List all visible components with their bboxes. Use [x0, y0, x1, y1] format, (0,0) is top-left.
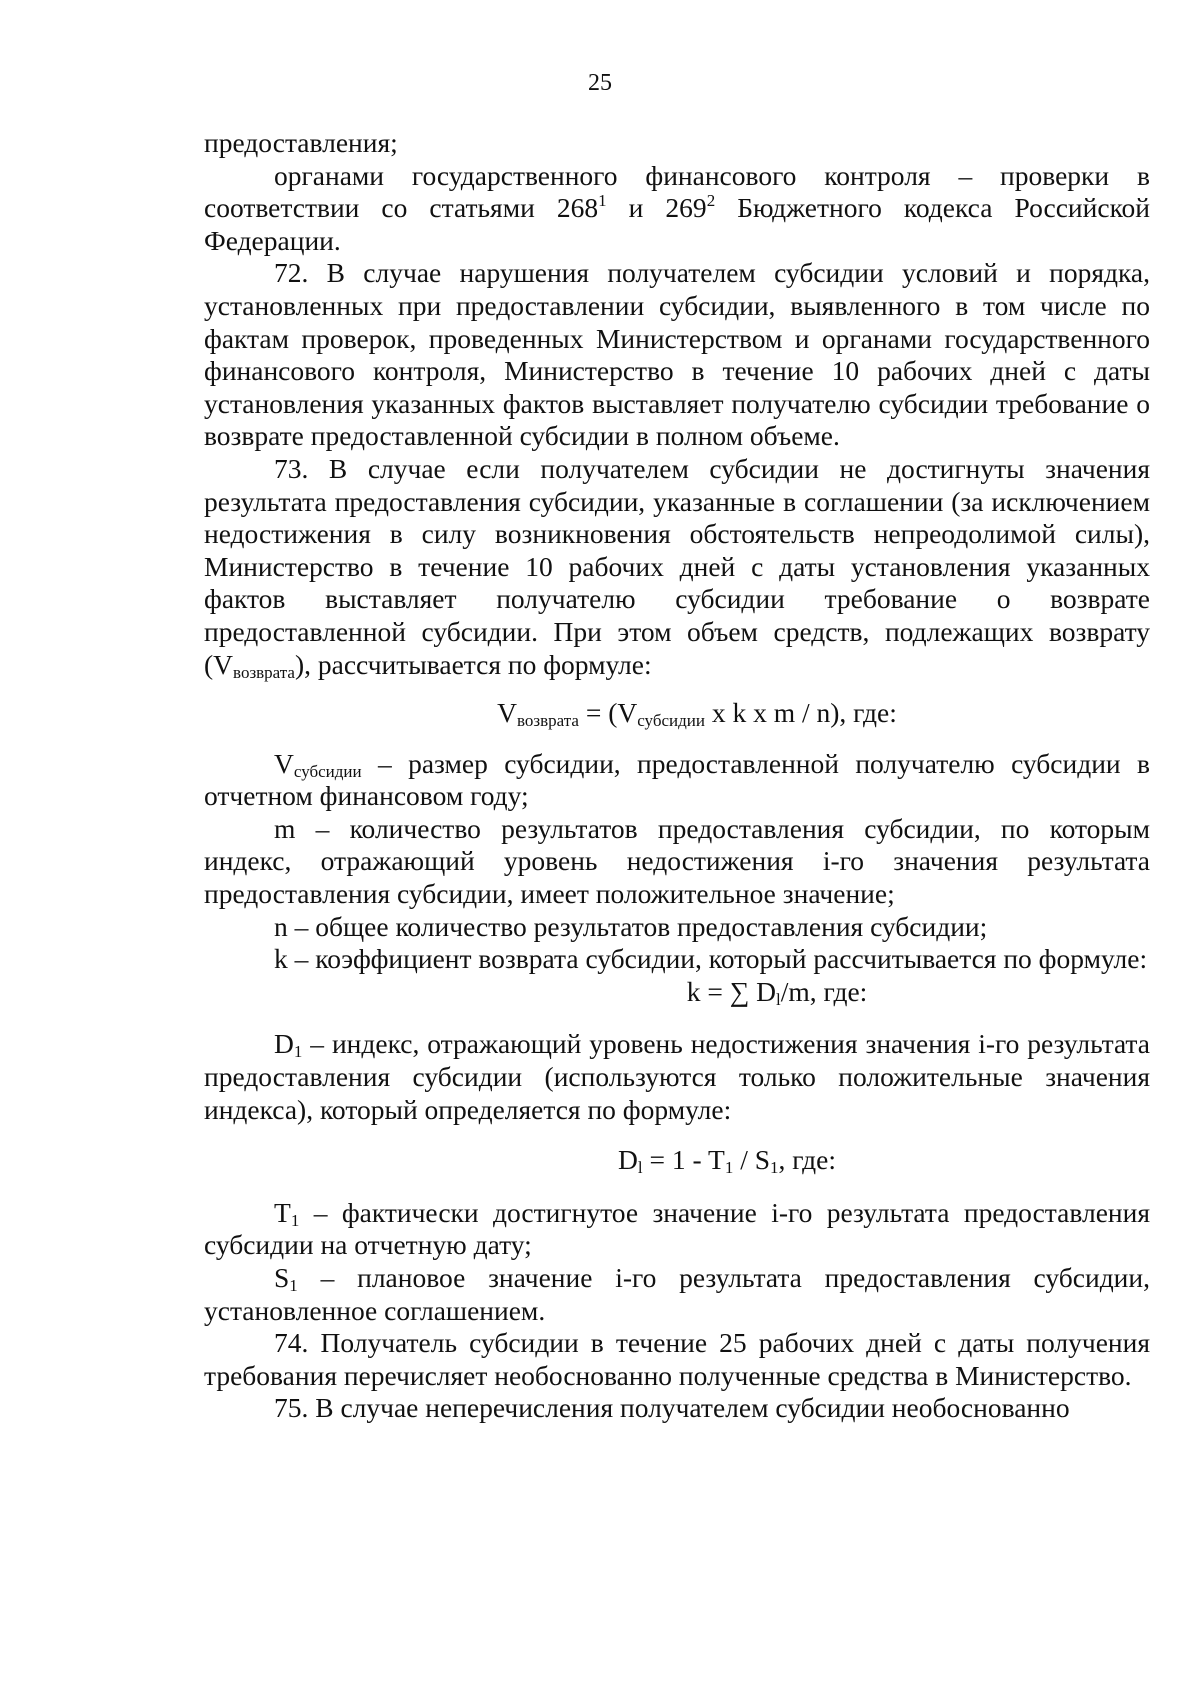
subscript-vozvrata: возврата	[233, 662, 295, 682]
definition-t	[204, 1197, 1150, 1262]
state-control-text-b: и 269	[606, 192, 707, 224]
d-definition-text: – индекс, отражающий уровень недостижения значения i-го результата предоставления субсидии (используются только положительные значения индекса), который определяется по формуле:	[204, 1028, 1150, 1125]
paragraph-72	[204, 257, 1150, 453]
formula-d-part-a: D	[617, 1144, 638, 1176]
page-number: 25	[588, 70, 612, 96]
continuation-text: предоставления;	[204, 127, 398, 158]
paragraph-73-text-b: ), рассчитывается по формуле:	[294, 648, 652, 680]
d-subscript: 1	[293, 1042, 303, 1062]
formula-v-subsidy-sub: субсидии	[637, 711, 705, 731]
state-control-text-a: органами государственного финансового контроля – проверки в соответствии со статьями 268	[204, 159, 1150, 224]
v-subsidy-text: – размер субсидии, предоставленной получателю субсидии в отчетном финансовом году;	[204, 747, 1150, 812]
formula-v-return-part-b: = (V	[578, 697, 638, 729]
superscript-1: 1	[598, 191, 607, 211]
n-definition-text: n – общее количество результатов предоставления субсидии;	[274, 910, 988, 942]
formula-k-sub: l	[776, 989, 781, 1009]
paragraph-state-control	[204, 160, 1150, 258]
definition-k	[204, 943, 1150, 976]
definition-d	[204, 1028, 1150, 1126]
formula-d-part-b: = 1 - T	[642, 1144, 725, 1176]
formula-d-sub-c: 1	[770, 1158, 779, 1178]
formula-v-return-symbol: V	[497, 697, 517, 729]
paragraph-75	[204, 1392, 1150, 1425]
formula-k	[204, 976, 1150, 1009]
formula-v-return-part-c: x k x m / n), где:	[704, 697, 897, 729]
document-body	[204, 127, 1150, 1425]
k-definition-text: k – коэффициент возврата субсидии, который рассчитывается по формуле:	[274, 943, 1148, 975]
formula-d-sub-b: 1	[724, 1158, 734, 1178]
formula-d	[204, 1144, 1150, 1177]
paragraph-73-text-a: 73. В случае если получателем субсидии не достигнуты значения результата предоставления субсидии, указанные в соглашении (за исключением недостижения в силу возникновения обстоятельств непреодолимой силы), Министерство в течение 10 рабочих дней с даты установления указанных фактов выставляет получателю субсидии требование о возврате предоставленной субсидии. При этом объем средств, подлежащих возврату (V	[204, 452, 1150, 680]
t-definition-text: – фактически достигнутое значение i-го результата предоставления субсидии на отчетную дату;	[204, 1196, 1150, 1261]
definition-v-subsidy	[204, 748, 1150, 813]
paragraph-72-text: 72. В случае нарушения получателем субсидии условий и порядка, установленных при предоставлении субсидии, выявленного в том числе по фактам проверок, проведенных Министерством и органами государственного финансового контроля, Министерство в течение 10 рабочих дней с даты установления указанных фактов выставляет получателю субсидии требование о возврате предоставленной субсидии в полном объеме.	[204, 257, 1150, 452]
s-subscript: 1	[289, 1276, 298, 1295]
definition-m	[204, 813, 1150, 911]
v-subsidy-subscript: субсидии	[293, 761, 362, 781]
formula-d-sub-a: l	[637, 1158, 643, 1178]
formula-k-part-b: /m, где:	[780, 975, 868, 1007]
paragraph-continuation	[204, 127, 1150, 160]
definition-s	[204, 1262, 1150, 1327]
formula-d-part-c: / S	[733, 1144, 770, 1176]
formula-v-return	[204, 697, 1150, 730]
v-subsidy-symbol: V	[274, 747, 294, 779]
superscript-2: 2	[706, 191, 716, 211]
state-control-text-c: Бюджетного кодекса Российской Федерации.	[204, 192, 1150, 256]
formula-d-part-d: , где:	[778, 1144, 836, 1176]
s-definition-text: – плановое значение i-го результата предоставления субсидии, установленное соглашением.	[204, 1262, 1150, 1326]
m-definition-text: m – количество результатов предоставления субсидии, по которым индекс, отражающий уровень недостижения i-го значения результата предоставления субсидии, имеет положительное значение;	[204, 812, 1150, 910]
definition-n	[204, 911, 1150, 944]
paragraph-74	[204, 1327, 1150, 1392]
t-symbol: T	[274, 1196, 291, 1228]
formula-k-part-a: k = ∑ D	[686, 975, 777, 1007]
s-symbol: S	[274, 1262, 290, 1293]
paragraph-74-text: 74. Получатель субсидии в течение 25 рабочих дней с даты получения требования перечисляет необоснованно полученные средства в Министерство.	[204, 1327, 1150, 1391]
t-subscript: 1	[290, 1210, 300, 1230]
d-symbol: D	[274, 1028, 294, 1060]
paragraph-73	[204, 453, 1150, 681]
formula-v-return-sub: возврата	[516, 711, 579, 731]
paragraph-75-text: 75. В случае неперечисления получателем субсидии необоснованно	[274, 1392, 1070, 1424]
